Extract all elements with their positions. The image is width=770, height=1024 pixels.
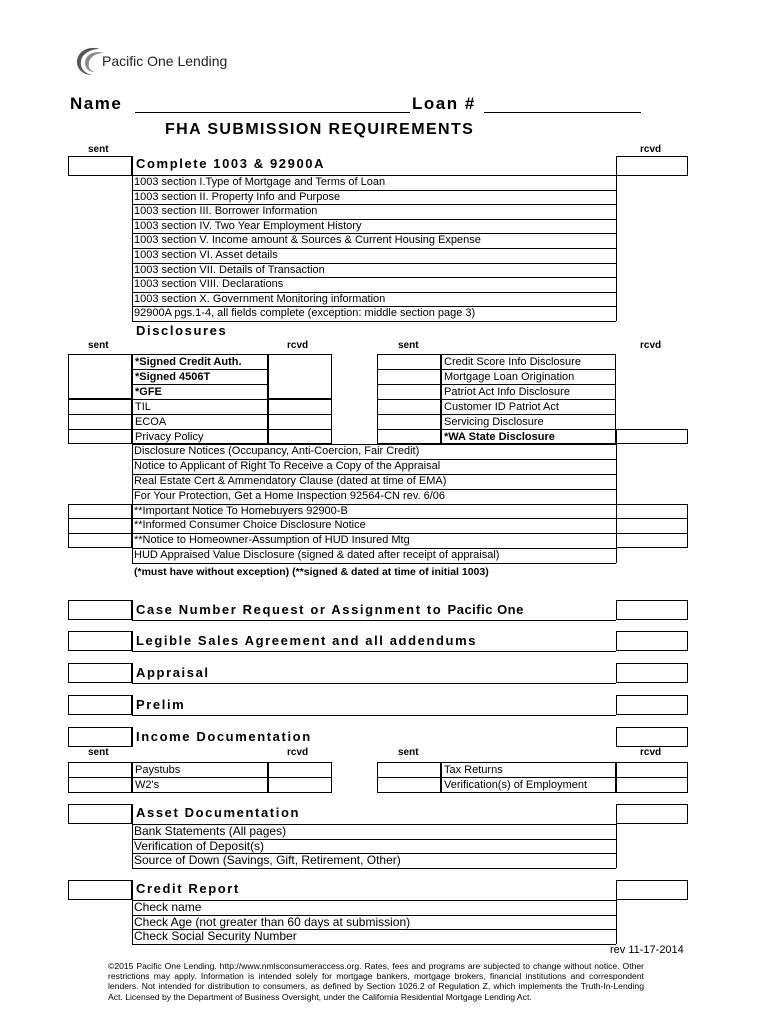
list-item: **Notice to Homeowner-Assumption of HUD Insured Mtg: [134, 534, 410, 546]
section-header-case-number: [136, 602, 524, 618]
col-rcvd-label: rcvd: [640, 144, 662, 155]
list-item: Bank Statements (All pages): [134, 824, 287, 838]
disclosure-item: Credit Score Info Disclosure: [444, 356, 581, 368]
sent-checkbox-wa-state[interactable]: [377, 429, 441, 444]
disclosure-item: Mortgage Loan Origination: [444, 371, 575, 383]
name-loan-line: [70, 94, 122, 114]
section-header-asset: Asset Documentation: [136, 805, 301, 820]
company-name: Pacific One Lending: [102, 53, 228, 69]
loan-underline[interactable]: [484, 112, 641, 113]
list-item: 1003 section IV. Two Year Employment History: [134, 219, 362, 232]
list-item: Check Social Security Number: [134, 929, 297, 943]
col-sent-label: sent: [398, 340, 419, 351]
col-sent-label: sent: [88, 747, 109, 758]
section-header-sales: Legible Sales Agreement and all addendums: [136, 633, 478, 648]
disclosure-item: *Signed 4506T: [135, 371, 211, 383]
disclosure-note: (*must have without exception) (**signed & dated at time of initial 1003): [134, 566, 489, 578]
loan-label: Loan #: [412, 94, 476, 113]
sent-checkbox-case-number[interactable]: [68, 600, 132, 620]
rcvd-checkbox-income[interactable]: [616, 727, 688, 747]
disclosure-item: Customer ID Patriot Act: [444, 401, 559, 413]
sent-checkbox-prelim[interactable]: [68, 695, 132, 715]
col-rcvd-label: rcvd: [640, 747, 662, 758]
revision-date: rev 11-17-2014: [610, 944, 684, 956]
income-item: W2's: [135, 779, 160, 791]
rcvd-checkbox-asset[interactable]: [616, 804, 688, 824]
list-item: **Important Notice To Homebuyers 92900-B: [134, 505, 348, 517]
list-item: **Informed Consumer Choice Disclosure Notice: [134, 519, 366, 531]
disclosure-item: TIL: [135, 401, 151, 413]
list-item: 1003 section VI. Asset details: [134, 249, 278, 261]
sent-checkbox-appraisal[interactable]: [68, 663, 132, 683]
sent-checkbox-credit[interactable]: [68, 880, 132, 900]
col-sent-label: sent: [88, 144, 109, 155]
list-item: Check name: [134, 900, 202, 914]
col-sent-label: sent: [398, 747, 419, 758]
section-header-appraisal: Appraisal: [136, 665, 210, 680]
sent-checkbox-required[interactable]: [68, 354, 132, 399]
rcvd-checkbox-credit[interactable]: [616, 880, 688, 900]
list-item: 1003 section V. Income amount & Sources & Current Housing Expense: [134, 234, 481, 247]
disclosure-item: Privacy Policy: [135, 431, 204, 443]
rcvd-checkbox-wa-state[interactable]: [616, 429, 688, 444]
income-item: Paystubs: [135, 764, 181, 776]
sent-checkbox-asset[interactable]: [68, 804, 132, 824]
col-sent-label: sent: [88, 340, 109, 351]
sent-checkbox-income[interactable]: [68, 727, 132, 747]
list-item: Check Age (not greater than 60 days at submission): [134, 915, 411, 929]
sent-checkbox-signed[interactable]: [68, 504, 132, 548]
rcvd-checkbox-signed[interactable]: [616, 504, 688, 548]
list-item: Real Estate Cert & Ammendatory Clause (dated at time of EMA): [134, 475, 447, 487]
disclosure-item: Servicing Disclosure: [444, 416, 544, 428]
col-rcvd-label: rcvd: [640, 340, 662, 351]
list-item: 1003 section VIII. Declarations: [134, 278, 284, 291]
sent-checkbox-1003[interactable]: [68, 156, 132, 176]
list-item: Notice to Applicant of Right To Receive a Copy of the Appraisal: [134, 460, 441, 472]
list-item: HUD Appraised Value Disclosure (signed & dated after receipt of appraisal): [134, 549, 500, 561]
name-underline[interactable]: [135, 112, 410, 113]
col-rcvd-label: rcvd: [287, 747, 309, 758]
disclosure-item: ECOA: [135, 416, 167, 428]
list-item: 1003 section X. Government Monitoring information: [134, 292, 386, 305]
section-header-1003: Complete 1003 & 92900A: [136, 156, 326, 171]
case-number-text: Case Number Request or Assignment to: [136, 602, 448, 617]
section-header-disclosures: Disclosures: [136, 323, 228, 338]
rcvd-checkbox-appraisal[interactable]: [616, 663, 688, 683]
page-title: FHA SUBMISSION REQUIREMENTS: [165, 121, 475, 138]
income-item: Verification(s) of Employment: [444, 779, 588, 791]
list-item: Disclosure Notices (Occupancy, Anti-Coercion, Fair Credit): [134, 445, 420, 457]
rcvd-checkbox-sales[interactable]: [616, 631, 688, 651]
rcvd-checkbox-required[interactable]: [268, 354, 332, 399]
company-logo: [74, 44, 254, 78]
list-item: 1003 section VII. Details of Transaction: [134, 263, 325, 276]
list-item: For Your Protection, Get a Home Inspection 92564-CN rev. 6/06: [134, 490, 446, 502]
list-item: 1003 section I.Type of Mortgage and Terms of Loan: [134, 176, 386, 188]
rcvd-checkbox-1003[interactable]: [616, 156, 688, 176]
disclosure-item: *Signed Credit Auth.: [135, 356, 242, 368]
name-label: Name: [70, 94, 123, 113]
section-header-credit: Credit Report: [136, 881, 240, 896]
disclosure-item: *WA State Disclosure: [444, 431, 555, 443]
col-rcvd-label: rcvd: [287, 340, 309, 351]
list-item: Verification of Deposit(s): [134, 839, 265, 853]
list-item: 1003 section III. Borrower Information: [134, 205, 318, 218]
sent-checkbox-sales[interactable]: [68, 631, 132, 651]
list-item: Source of Down (Savings, Gift, Retirement, Other): [134, 853, 401, 867]
disclosure-item: Patriot Act Info Disclosure: [444, 386, 570, 398]
disclosure-item: *GFE: [135, 386, 162, 398]
rcvd-checkbox-prelim[interactable]: [616, 695, 688, 715]
list-item: 92900A pgs.1-4, all fields complete (exception: middle section page 3): [134, 307, 476, 320]
section-header-prelim: Prelim: [136, 697, 186, 712]
income-item: Tax Returns: [444, 764, 503, 776]
case-number-company: Pacific One: [447, 602, 524, 617]
rcvd-checkbox-case-number[interactable]: [616, 600, 688, 620]
list-item: 1003 section II. Property Info and Purpose: [134, 190, 341, 203]
footer-disclaimer: ©2015 Pacific One Lending. http://www.nmlsconsumeraccess.org. Rates, fees and programs are subjected to change without notice. Other restrictions may apply. Information is intended solely for mortgage bankers, mortgage brokers, financial institutions and correspondent lenders. Not intended for distribution to consumers, as defined by Section 1026.2 of Regulation Z, which implements the Truth-In-Lending Act. Licensed by the Department of Business Oversight, under the California Residential Mortgage Lending Act.: [108, 961, 644, 1002]
section-header-income: Income Documentation: [136, 729, 312, 744]
